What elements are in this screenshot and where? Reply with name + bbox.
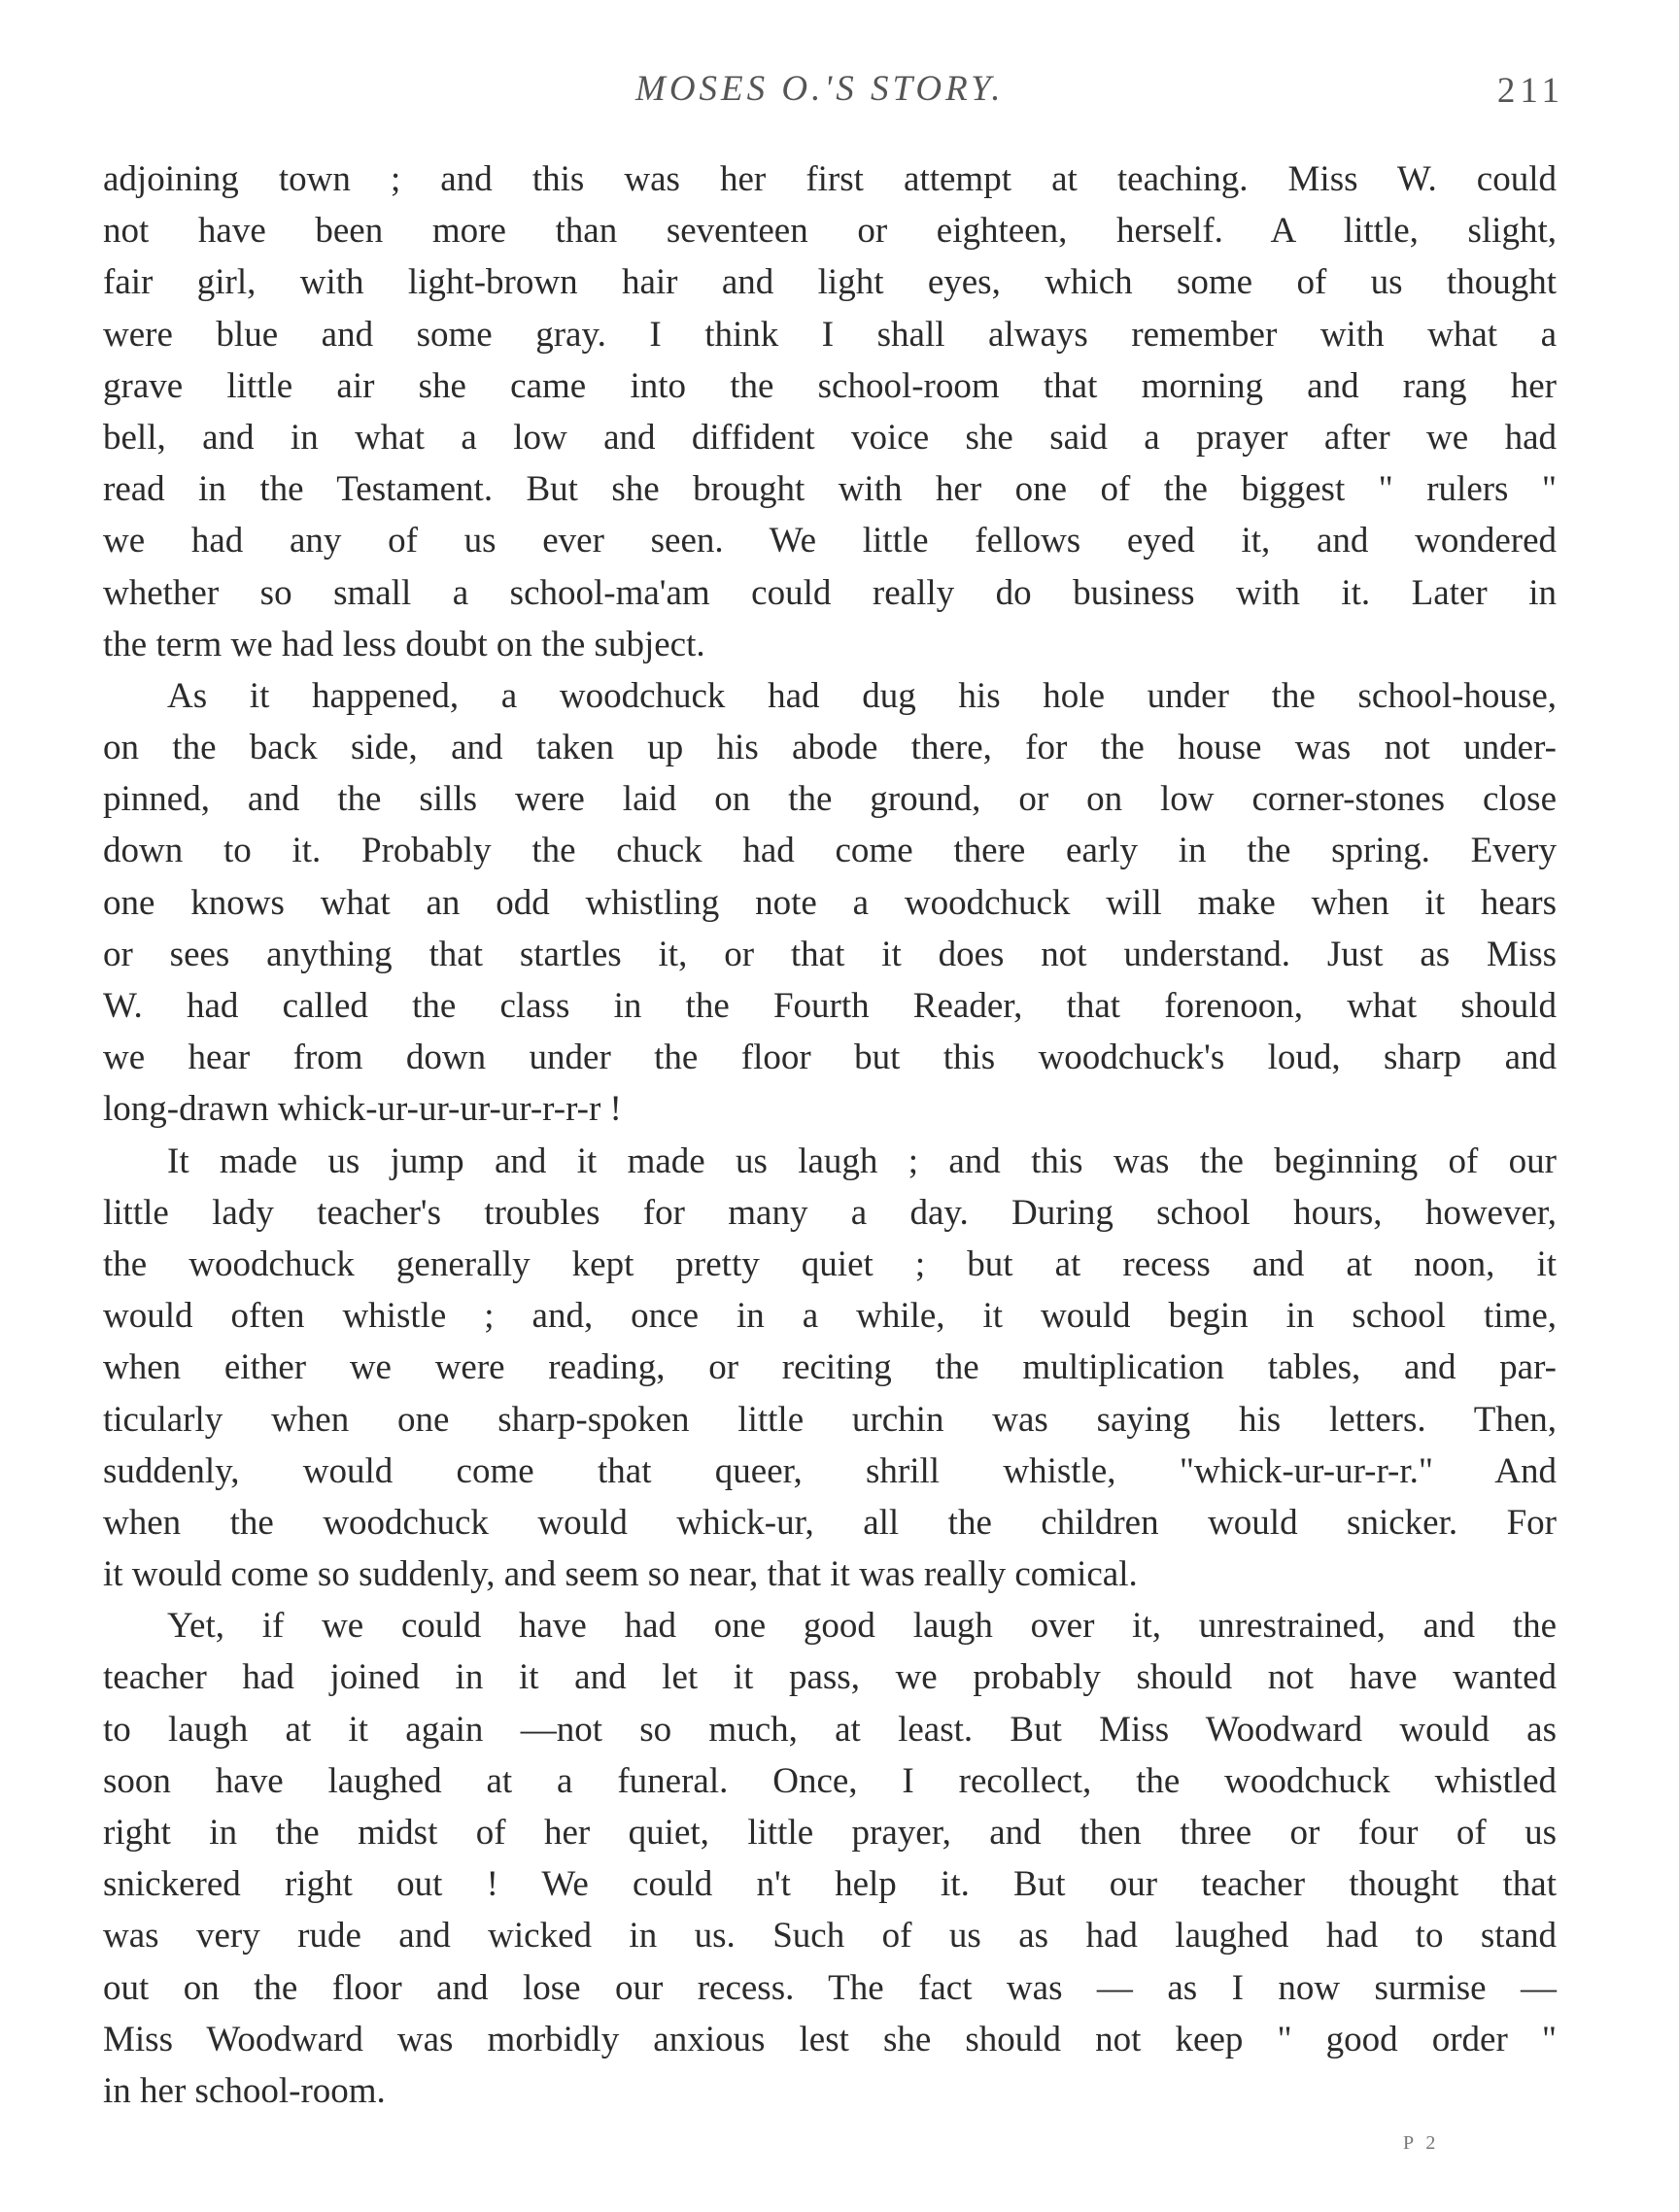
text-line: on the back side, and taken up his abode there, for the house was not under- xyxy=(103,728,1557,768)
text-line: when either we were reading, or reciting the multiplication tables, and par- xyxy=(103,1347,1557,1388)
text-line: W. had called the class in the Fourth Reader, that forenoon, what should xyxy=(103,986,1557,1026)
text-line: fair girl, with light-brown hair and light eyes, which some of us thought xyxy=(103,262,1557,303)
text-line: out on the floor and lose our recess. The fact was — as I now surmise — xyxy=(103,1967,1557,2008)
page-number: 211 xyxy=(1496,71,1564,111)
text-line: the woodchuck generally kept pretty quiet ; but at recess and at noon, it xyxy=(103,1243,1557,1284)
text-line: As it happened, a woodchuck had dug his hole under the school-house, xyxy=(167,675,1557,716)
text-line: whether so small a school-ma'am could really do business with it. Later in xyxy=(103,572,1557,613)
text-line: down to it. Probably the chuck had come there early in the spring. Every xyxy=(103,831,1557,871)
text-line: Yet, if we could have had one good laugh over it, unrestrained, and the xyxy=(167,1606,1557,1647)
text-line: snickered right out ! We could n't help it. But our teacher thought that xyxy=(103,1864,1557,1905)
text-line: ticularly when one sharp-spoken little urchin was saying his letters. Then, xyxy=(103,1399,1557,1440)
text-line: soon have laughed at a funeral. Once, I recollect, the woodchuck whistled xyxy=(103,1760,1557,1801)
text-line: we hear from down under the floor but this woodchuck's loud, sharp and xyxy=(103,1038,1557,1078)
running-head xyxy=(0,68,1679,117)
text-line: one knows what an odd whistling note a woodchuck will make when it hears xyxy=(103,882,1557,923)
text-line: adjoining town ; and this was her first attempt at teaching. Miss W. could xyxy=(103,159,1557,199)
text-line: in her school-room. xyxy=(103,2070,386,2111)
text-line: would often whistle ; and, once in a while, it would begin in school time, xyxy=(103,1296,1557,1337)
text-line: read in the Testament. But she brought with her one of the biggest " rulers " xyxy=(103,469,1557,510)
paragraph xyxy=(103,670,1557,1136)
paragraph xyxy=(103,1600,1557,2117)
body-text xyxy=(103,153,1557,2117)
text-line: bell, and in what a low and diffident voice she said a prayer after we had xyxy=(103,417,1557,458)
text-line: It made us jump and it made us laugh ; and this was the beginning of our xyxy=(167,1140,1557,1181)
text-line: little lady teacher's troubles for many a day. During school hours, however, xyxy=(103,1192,1557,1233)
running-title: MOSES O.'S STORY. xyxy=(635,69,1005,109)
paragraph xyxy=(103,1136,1557,1601)
text-line: Miss Woodward was morbidly anxious lest she should not keep " good order " xyxy=(103,2019,1557,2059)
text-line: teacher had joined in it and let it pass, we probably should not have wanted xyxy=(103,1657,1557,1698)
text-line: it would come so suddenly, and seem so near, that it was really comical. xyxy=(103,1554,1138,1595)
text-line: pinned, and the sills were laid on the ground, or on low corner-stones close xyxy=(103,779,1557,820)
text-line: long-drawn whick-ur-ur-ur-ur-r-r-r ! xyxy=(103,1089,622,1130)
paragraph xyxy=(103,153,1557,670)
text-line: the term we had less doubt on the subject. xyxy=(103,624,705,664)
text-line: were blue and some gray. I think I shall always remember with what a xyxy=(103,314,1557,355)
text-line: or sees anything that startles it, or that it does not understand. Just as Miss xyxy=(103,934,1557,974)
text-line: to laugh at it again —not so much, at least. But Miss Woodward would as xyxy=(103,1709,1557,1750)
text-line: suddenly, would come that queer, shrill whistle, "whick-ur-ur-r-r." And xyxy=(103,1450,1557,1491)
text-line: not have been more than seventeen or eighteen, herself. A little, slight, xyxy=(103,211,1557,252)
text-line: right in the midst of her quiet, little prayer, and then three or four of us xyxy=(103,1813,1557,1853)
signature-mark: P 2 xyxy=(1403,2132,1440,2154)
text-line: grave little air she came into the school-room that morning and rang her xyxy=(103,365,1557,406)
text-line: was very rude and wicked in us. Such of us as had laughed had to stand xyxy=(103,1916,1557,1957)
text-line: we had any of us ever seen. We little fellows eyed it, and wondered xyxy=(103,521,1557,562)
text-line: when the woodchuck would whick-ur, all the children would snicker. For xyxy=(103,1502,1557,1543)
